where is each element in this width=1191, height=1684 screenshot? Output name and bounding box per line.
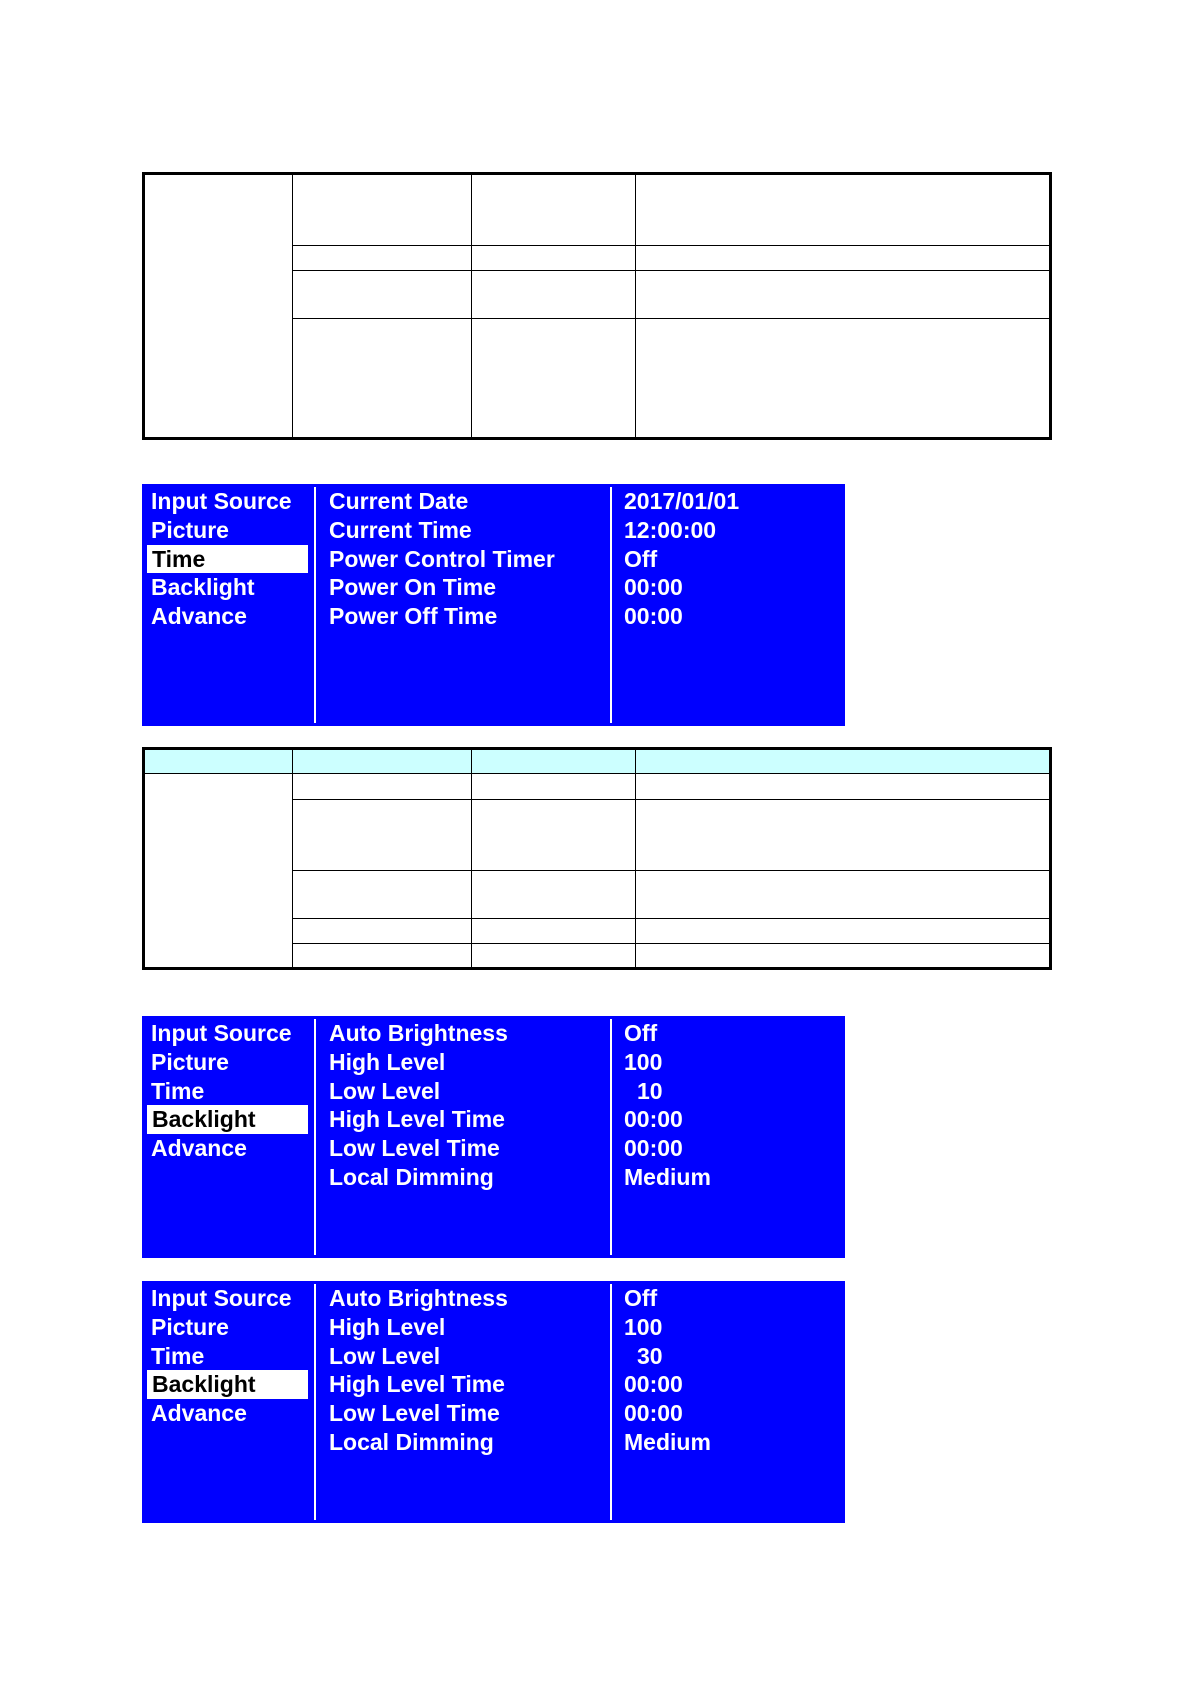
table-cell <box>636 774 1051 799</box>
setting-label-high-level-time[interactable]: High Level Time <box>329 1106 505 1133</box>
setting-label-current-date[interactable]: Current Date <box>329 488 469 514</box>
setting-value-low-level: 10 <box>637 1077 663 1104</box>
menu-item-advance[interactable]: Advance <box>151 603 247 630</box>
table-cell <box>472 870 636 919</box>
menu-item-advance[interactable]: Advance <box>151 1135 247 1162</box>
table-cell <box>472 319 636 439</box>
osd-setting-values <box>612 487 842 723</box>
table-header-cell <box>293 749 472 774</box>
table-cell <box>636 943 1051 968</box>
spec-table-top <box>142 172 1052 440</box>
table-cell <box>144 774 293 969</box>
setting-value-high-level: 100 <box>624 1313 663 1340</box>
menu-item-time[interactable]: Time <box>151 1342 205 1369</box>
setting-value-high-level-time: 00:00 <box>624 1106 683 1133</box>
setting-value-current-time: 12:00:00 <box>624 516 717 543</box>
menu-item-picture[interactable]: Picture <box>151 1313 229 1340</box>
osd-setting-values <box>612 1284 842 1520</box>
setting-label-high-level[interactable]: High Level <box>329 1048 446 1075</box>
osd-main-menu <box>142 1284 316 1520</box>
setting-label-low-level[interactable]: Low Level <box>329 1342 441 1369</box>
setting-value-local-dimming: Medium <box>624 1163 711 1190</box>
table-cell <box>293 870 472 919</box>
table-cell <box>636 319 1051 439</box>
menu-item-picture[interactable]: Picture <box>151 516 229 543</box>
table-cell <box>293 319 472 439</box>
osd-panel-time <box>142 484 845 726</box>
setting-value-current-date: 2017/01/01 <box>624 488 740 514</box>
setting-value-auto-brightness: Off <box>624 1285 658 1311</box>
setting-value-power-control-timer: Off <box>624 545 658 572</box>
setting-label-power-control-timer[interactable]: Power Control Timer <box>329 545 555 572</box>
table-header-cell <box>472 749 636 774</box>
table-row <box>144 774 1051 799</box>
table-cell <box>144 174 293 439</box>
setting-value-high-level: 100 <box>624 1048 663 1075</box>
table-cell <box>293 271 472 319</box>
menu-item-backlight[interactable]: Backlight <box>151 574 255 601</box>
menu-item-time[interactable]: Time <box>151 1077 205 1104</box>
table-cell <box>636 174 1051 246</box>
menu-item-advance[interactable]: Advance <box>151 1400 247 1427</box>
table-cell <box>293 919 472 943</box>
setting-label-local-dimming[interactable]: Local Dimming <box>329 1428 494 1455</box>
osd-setting-labels <box>315 1019 612 1255</box>
menu-item-backlight[interactable]: Backlight <box>147 1370 308 1399</box>
setting-label-high-level[interactable]: High Level <box>329 1313 446 1340</box>
osd-panel-backlight-2 <box>142 1281 845 1523</box>
menu-item-time[interactable]: Time <box>147 545 308 574</box>
table-cell <box>636 246 1051 271</box>
setting-value-power-on-time: 00:00 <box>624 574 683 601</box>
setting-label-current-time[interactable]: Current Time <box>329 516 472 543</box>
spec-table-middle <box>142 747 1052 970</box>
table-cell <box>293 774 472 799</box>
table-cell <box>636 870 1051 919</box>
setting-value-low-level: 30 <box>637 1342 663 1369</box>
table-cell <box>472 919 636 943</box>
setting-label-local-dimming[interactable]: Local Dimming <box>329 1163 494 1190</box>
setting-label-high-level-time[interactable]: High Level Time <box>329 1371 505 1398</box>
table-header-cell <box>636 749 1051 774</box>
setting-value-low-level-time: 00:00 <box>624 1400 683 1427</box>
setting-value-high-level-time: 00:00 <box>624 1371 683 1398</box>
table-cell <box>293 943 472 968</box>
table-cell <box>293 799 472 870</box>
osd-setting-labels <box>315 487 612 723</box>
table-cell <box>293 246 472 271</box>
setting-label-auto-brightness[interactable]: Auto Brightness <box>329 1020 508 1046</box>
osd-panel-backlight-1 <box>142 1016 845 1258</box>
table-cell <box>636 919 1051 943</box>
table-cell <box>636 799 1051 870</box>
menu-item-backlight[interactable]: Backlight <box>147 1105 308 1134</box>
setting-label-low-level-time[interactable]: Low Level Time <box>329 1400 500 1427</box>
menu-item-input-source[interactable]: Input Source <box>151 1285 292 1311</box>
table-cell <box>472 943 636 968</box>
table-header-row <box>144 749 1051 774</box>
setting-value-auto-brightness: Off <box>624 1020 658 1046</box>
table-cell <box>636 271 1051 319</box>
menu-item-input-source[interactable]: Input Source <box>151 1020 292 1046</box>
osd-main-menu <box>142 1019 316 1255</box>
setting-label-low-level[interactable]: Low Level <box>329 1077 441 1104</box>
table-cell <box>472 774 636 799</box>
setting-label-power-on-time[interactable]: Power On Time <box>329 574 497 601</box>
setting-value-low-level-time: 00:00 <box>624 1135 683 1162</box>
osd-setting-labels <box>315 1284 612 1520</box>
table-header-cell <box>144 749 293 774</box>
setting-label-auto-brightness[interactable]: Auto Brightness <box>329 1285 508 1311</box>
setting-value-power-off-time: 00:00 <box>624 603 683 630</box>
menu-item-picture[interactable]: Picture <box>151 1048 229 1075</box>
table-cell <box>472 174 636 246</box>
osd-main-menu <box>142 487 316 723</box>
osd-setting-values <box>612 1019 842 1255</box>
menu-item-input-source[interactable]: Input Source <box>151 488 292 514</box>
setting-value-local-dimming: Medium <box>624 1428 711 1455</box>
setting-label-low-level-time[interactable]: Low Level Time <box>329 1135 500 1162</box>
setting-label-power-off-time[interactable]: Power Off Time <box>329 603 498 630</box>
table-row <box>144 174 1051 246</box>
table-cell <box>293 174 472 246</box>
table-cell <box>472 799 636 870</box>
table-cell <box>472 271 636 319</box>
table-cell <box>472 246 636 271</box>
